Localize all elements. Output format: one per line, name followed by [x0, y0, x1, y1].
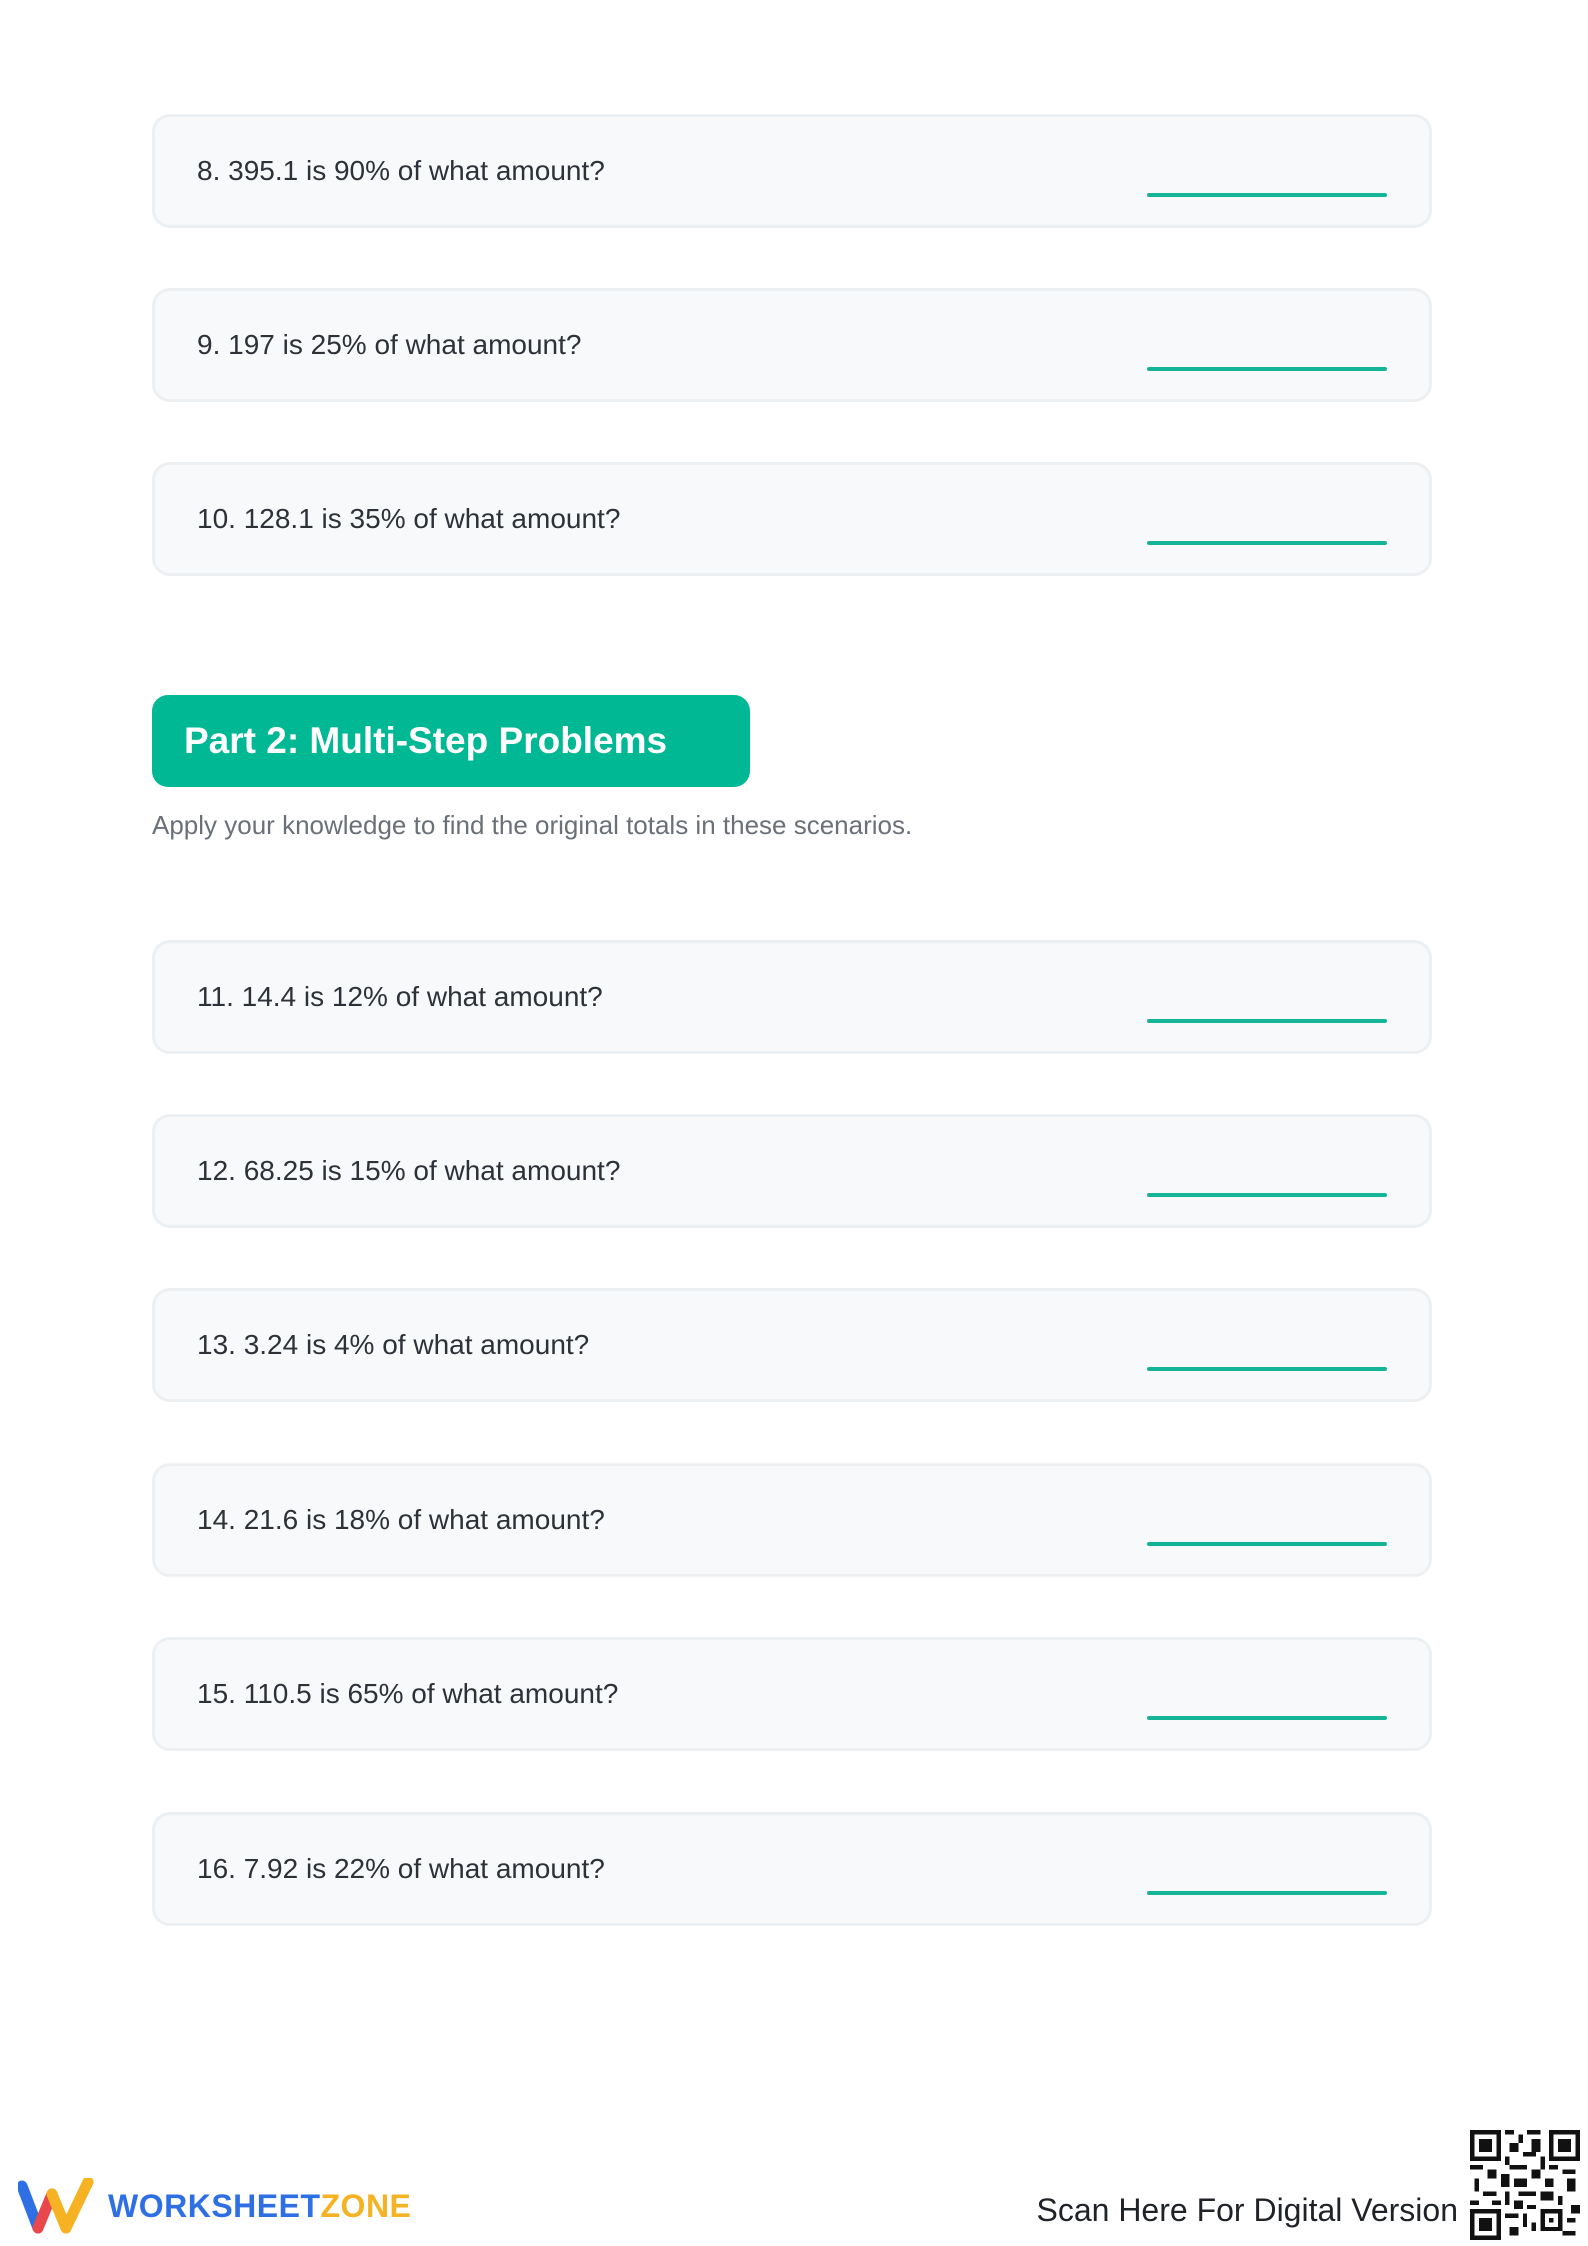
- brand-name-part1: WORKSHEET: [108, 2187, 321, 2224]
- question-card: [152, 1288, 1432, 1402]
- section-title: Part 2: Multi-Step Problems: [152, 695, 750, 787]
- question-card: [152, 1463, 1432, 1577]
- scan-label: Scan Here For Digital Version: [1036, 2192, 1458, 2228]
- answer-line[interactable]: [1147, 1367, 1387, 1371]
- brand-logo: [18, 2176, 411, 2236]
- question-card: [152, 114, 1432, 228]
- question-text: 14. 21.6 is 18% of what amount?: [197, 1504, 605, 1535]
- question-text: 10. 128.1 is 35% of what amount?: [197, 503, 621, 534]
- answer-line[interactable]: [1147, 541, 1387, 545]
- brand-name-part2: ZONE: [320, 2187, 412, 2224]
- qr-code-icon[interactable]: [1470, 2130, 1580, 2240]
- answer-line[interactable]: [1147, 367, 1387, 371]
- question-card: [152, 462, 1432, 576]
- question-card: [152, 1114, 1432, 1228]
- question-text: 9. 197 is 25% of what amount?: [197, 329, 582, 360]
- question-card: [152, 1637, 1432, 1751]
- answer-line[interactable]: [1147, 1891, 1387, 1895]
- answer-line[interactable]: [1147, 1193, 1387, 1197]
- section-instructions: Apply your knowledge to find the original totals in these scenarios.: [152, 810, 913, 840]
- question-card: [152, 288, 1432, 402]
- question-text: 12. 68.25 is 15% of what amount?: [197, 1155, 621, 1186]
- question-card: [152, 1812, 1432, 1926]
- answer-line[interactable]: [1147, 193, 1387, 197]
- answer-line[interactable]: [1147, 1019, 1387, 1023]
- worksheetzone-logo-icon: [18, 2178, 94, 2234]
- answer-line[interactable]: [1147, 1542, 1387, 1546]
- question-card: [152, 940, 1432, 1054]
- question-text: 16. 7.92 is 22% of what amount?: [197, 1853, 605, 1884]
- question-text: 11. 14.4 is 12% of what amount?: [197, 981, 603, 1012]
- question-text: 15. 110.5 is 65% of what amount?: [197, 1678, 619, 1709]
- answer-line[interactable]: [1147, 1716, 1387, 1720]
- question-text: 8. 395.1 is 90% of what amount?: [197, 155, 605, 186]
- brand-name: [108, 2188, 411, 2225]
- question-text: 13. 3.24 is 4% of what amount?: [197, 1329, 590, 1360]
